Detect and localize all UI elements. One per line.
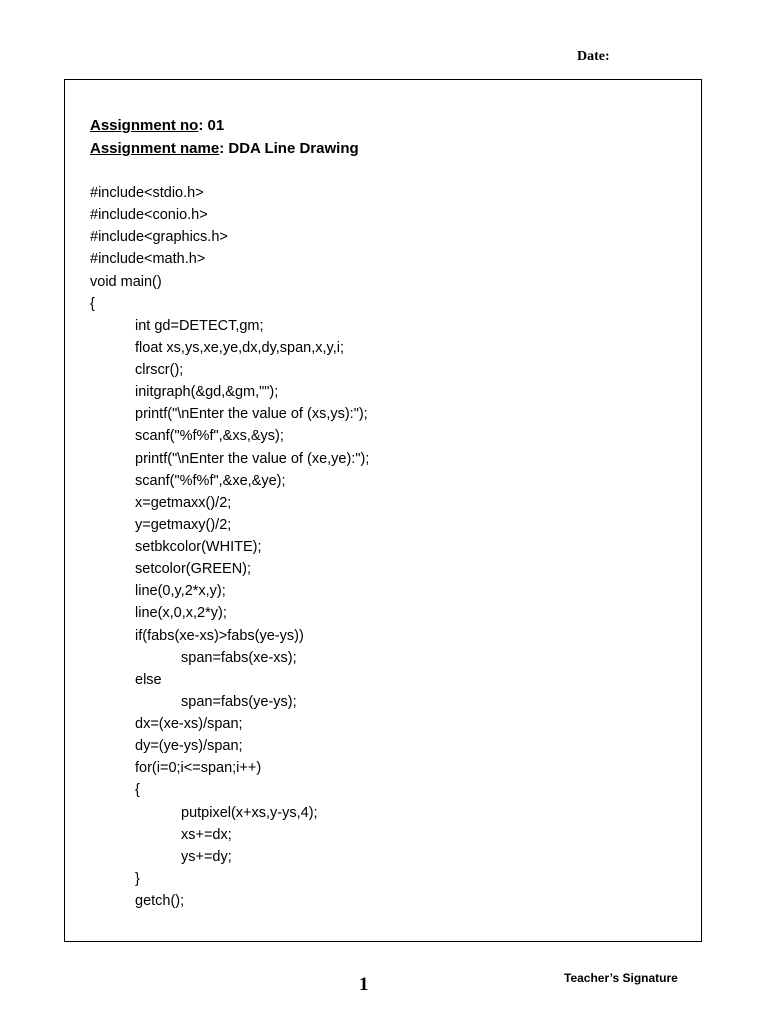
code-line: x=getmaxx()/2; [135, 494, 232, 511]
code-listing [90, 182, 369, 912]
code-line: getch(); [135, 893, 185, 909]
date-label: Date: [577, 49, 610, 64]
assignment-name-key: Assignment name [90, 140, 220, 157]
assignment-number-line [90, 116, 224, 136]
code-line: #include<stdio.h> [90, 185, 204, 201]
code-line: line(x,0,x,2*y); [135, 605, 227, 622]
code-line: float xs,ys,xe,ye,dx,dy,span,x,y,i; [135, 339, 344, 356]
code-line: printf("\nEnter the value of (xs,ys):"); [135, 406, 368, 423]
assignment-number-key: Assignment no [90, 117, 199, 134]
code-line: else [135, 671, 162, 688]
code-line: for(i=0;i<=span;i++) [135, 760, 262, 777]
assignment-name-line [90, 139, 359, 159]
code-line: { [90, 295, 95, 312]
code-line: printf("\nEnter the value of (xe,ye):"); [135, 450, 370, 467]
code-line: #include<math.h> [90, 251, 206, 268]
code-line: line(0,y,2*x,y); [135, 583, 226, 600]
code-line: scanf("%f%f",&xe,&ye); [135, 472, 286, 489]
code-line: setcolor(GREEN); [135, 561, 252, 578]
code-line: #include<conio.h> [90, 207, 208, 224]
code-line: dx=(xe-xs)/span; [135, 716, 243, 732]
code-line: putpixel(x+xs,y-ys,4); [181, 804, 318, 821]
code-line: if(fabs(xe-xs)>fabs(ye-ys)) [135, 627, 304, 644]
code-line: #include<graphics.h> [90, 229, 228, 246]
code-line: initgraph(&gd,&gm,""); [135, 384, 279, 401]
code-line: int gd=DETECT,gm; [135, 317, 264, 334]
code-line: } [135, 870, 140, 887]
code-line: y=getmaxy()/2; [135, 516, 232, 533]
code-line: setbkcolor(WHITE); [135, 539, 262, 555]
code-line: xs+=dx; [181, 826, 232, 843]
code-line: dy=(ye-ys)/span; [135, 738, 243, 755]
code-line: clrscr(); [135, 362, 184, 378]
assignment-name-value: : DDA Line Drawing [219, 140, 359, 157]
code-line: scanf("%f%f",&xs,&ys); [135, 428, 284, 445]
teacher-signature-label: Teacher’s Signature [564, 971, 678, 985]
code-line: span=fabs(xe-xs); [181, 649, 297, 666]
assignment-number-value: : 01 [198, 117, 225, 134]
code-line: ys+=dy; [181, 848, 232, 865]
code-line: span=fabs(ye-ys); [181, 693, 297, 710]
code-line: { [135, 782, 140, 799]
page-number: 1 [359, 974, 369, 995]
code-line: void main() [90, 273, 162, 290]
